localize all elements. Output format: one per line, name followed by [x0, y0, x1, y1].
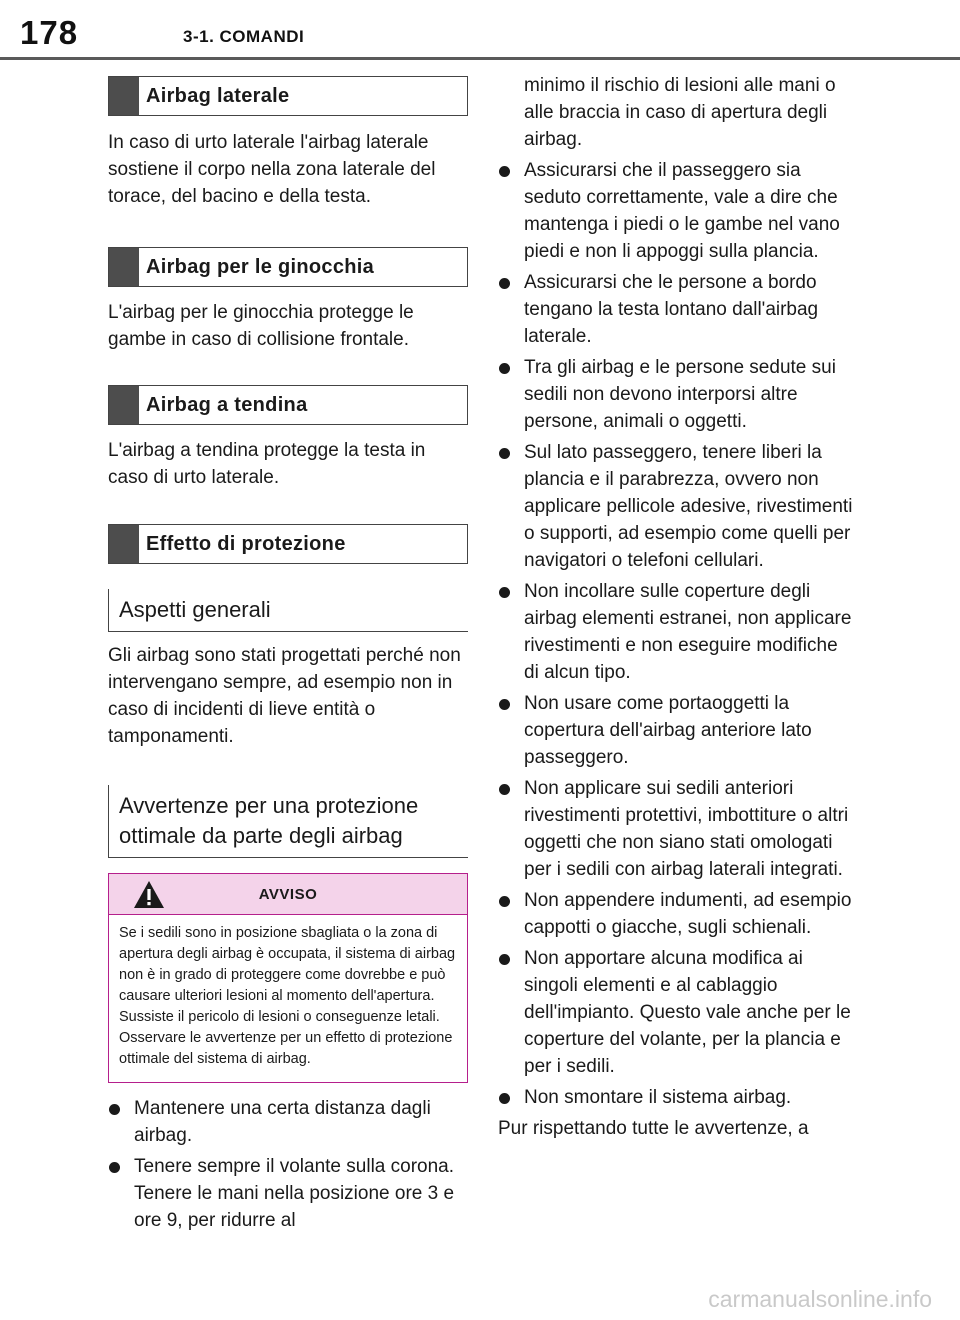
list-item-text: Non usare come portaoggetti la copertura dell'airbag anteriore lato passeggero.	[524, 693, 812, 768]
list-item	[108, 1095, 468, 1149]
section-heading-label: Airbag a tendina	[146, 393, 308, 416]
left-bullet-list	[108, 1095, 468, 1234]
bullet-icon	[499, 448, 510, 459]
bullet-icon	[499, 278, 510, 289]
section-heading-label: Airbag per le ginocchia	[146, 255, 375, 278]
list-item	[498, 439, 854, 574]
warning-box	[108, 873, 468, 1083]
section-heading-label: Effetto di protezione	[146, 532, 346, 555]
bullet-icon	[109, 1162, 120, 1173]
list-item	[498, 578, 854, 686]
list-item	[498, 157, 854, 265]
list-item	[498, 945, 854, 1080]
heading-bar	[109, 248, 139, 286]
section-heading-protection	[108, 524, 468, 564]
subheading-general: Aspetti generali	[108, 589, 468, 632]
list-item-text: Mantenere una certa distanza dagli airbag.	[134, 1098, 431, 1146]
bullet-icon	[499, 1093, 510, 1104]
bullet-icon	[499, 699, 510, 710]
list-item-text: Assicurarsi che le persone a bordo tengano la testa lontano dall'airbag laterale.	[524, 272, 819, 347]
paragraph-curtain-airbag: L'airbag a tendina protegge la testa in caso di urto laterale.	[108, 440, 426, 488]
section-title: 3-1. COMANDI	[183, 27, 305, 46]
list-item-text: Tenere sempre il volante sulla corona. Tenere le mani nella posizione ore 3 e ore 9, per ridurre al	[134, 1156, 455, 1231]
list-item	[498, 269, 854, 350]
header-rule	[0, 57, 960, 60]
closing-paragraph: Pur rispettando tutte le avvertenze, a	[498, 1118, 809, 1139]
warning-header	[109, 874, 467, 915]
continued-paragraph: minimo il rischio di lesioni alle mani o alle braccia in caso di apertura degli airbag.	[524, 75, 836, 150]
watermark: carmanualsonline.info	[708, 1286, 932, 1312]
bullet-icon	[499, 784, 510, 795]
left-column	[108, 76, 468, 1234]
paragraph-knee-airbag: L'airbag per le ginocchia protegge le gambe in caso di collisione frontale.	[108, 302, 414, 350]
list-item-text: Non applicare sui sedili anteriori rivestimenti protettivi, imbottiture o altri oggetti che non siano stati omologati per i sedili con airbag laterali integrati.	[524, 778, 849, 880]
heading-bar	[109, 525, 139, 563]
page-number: 178	[20, 14, 79, 51]
bullet-icon	[499, 363, 510, 374]
warning-title: AVVISO	[258, 885, 318, 903]
heading-bar	[109, 386, 139, 424]
list-item-text: Non incollare sulle coperture degli airbag elementi estranei, non applicare rivestimenti e non eseguire modifiche di alcun tipo.	[524, 581, 852, 683]
bullet-icon	[499, 166, 510, 177]
list-item	[498, 1084, 854, 1111]
section-heading-label: Airbag laterale	[146, 84, 290, 107]
right-column	[498, 72, 854, 1142]
bullet-icon	[499, 954, 510, 965]
right-bullet-list	[498, 157, 854, 1111]
paragraph-side-airbag: In caso di urto laterale l'airbag laterale sostiene il corpo nella zona laterale del torace, del bacino e della testa.	[108, 132, 436, 207]
list-item-text: Sul lato passeggero, tenere liberi la plancia e il parabrezza, ovvero non applicare pellicole adesive, rivestimenti o supporti, ad esempio come quelli per navigatori o telefoni cellulari.	[524, 442, 853, 571]
list-item	[498, 775, 854, 883]
list-item	[498, 354, 854, 435]
warning-triangle-icon	[133, 880, 165, 909]
subheading-warnings: Avvertenze per una protezione ottimale da parte degli airbag	[108, 785, 468, 858]
list-item	[498, 887, 854, 941]
list-item-text: Non smontare il sistema airbag.	[524, 1087, 792, 1108]
bullet-icon	[109, 1104, 120, 1115]
section-heading-knee-airbag	[108, 247, 468, 287]
heading-bar	[109, 77, 139, 115]
section-heading-side-airbag	[108, 76, 468, 116]
list-item-text: Non appendere indumenti, ad esempio cappotti o giacche, sugli schienali.	[524, 890, 852, 938]
bullet-icon	[499, 587, 510, 598]
list-item	[108, 1153, 468, 1234]
section-heading-curtain-airbag	[108, 385, 468, 425]
list-item-text: Tra gli airbag e le persone sedute sui sedili non devono interporsi altre persone, animali o oggetti.	[524, 357, 836, 432]
page-header	[0, 0, 960, 62]
list-item-text: Non apportare alcuna modifica ai singoli elementi e al cablaggio dell'impianto. Questo vale anche per le coperture del volante, per la plancia e per i sedili.	[524, 948, 851, 1077]
list-item-text: Assicurarsi che il passeggero sia seduto correttamente, vale a dire che mantenga i piedi o le gambe nel vano piedi e non li appoggi sulla plancia.	[524, 160, 840, 262]
paragraph-general: Gli airbag sono stati progettati perché non intervengano sempre, ad esempio non in caso di incidenti di lieve entità o tamponamenti.	[108, 645, 461, 747]
warning-text: Se i sedili sono in posizione sbagliata o la zona di apertura degli airbag è occupata, il sistema di airbag non è in grado di proteggere come dovrebbe e può causare ulteriori lesioni al momento dell'apertura. Sussiste il pericolo di lesioni o conseguenze letali. Osservare le avvertenze per un effetto di protezione ottimale del sistema di airbag.	[119, 925, 456, 1067]
list-item	[498, 690, 854, 771]
bullet-icon	[499, 896, 510, 907]
